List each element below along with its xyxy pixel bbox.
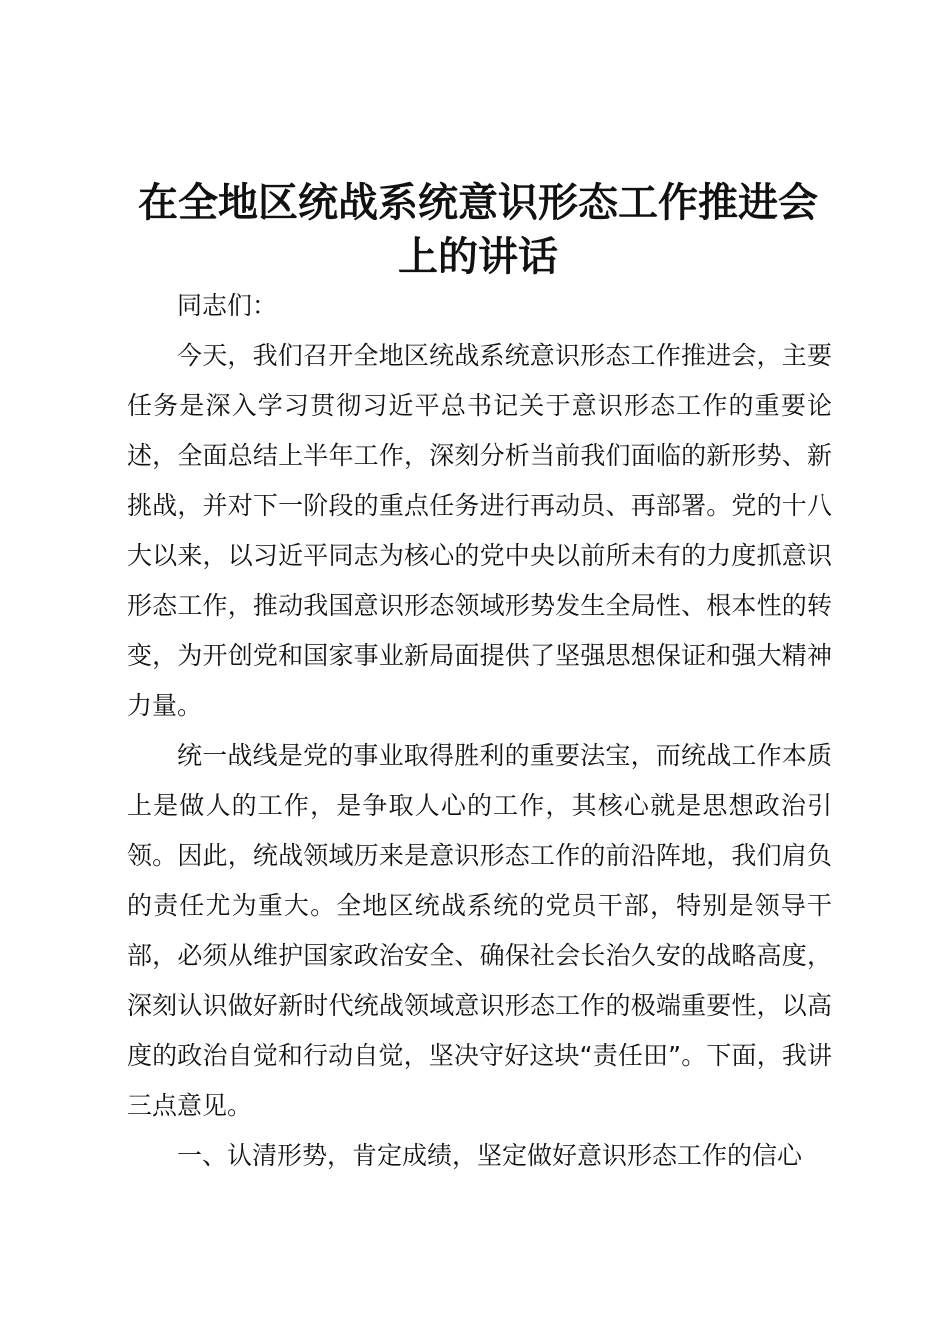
- section-heading-1: 一、认清形势，肯定成绩，坚定做好意识形态工作的信心: [177, 1141, 803, 1170]
- document-body: [127, 281, 832, 1181]
- paragraph-united-front: 统一战线是党的事业取得胜利的重要法宝，而统战工作本质上是做人的工作，是争取人心的工作，其核心就是思想政治引领。因此，统战领域历来是意识形态工作的前沿阵地，我们肩负的责任尤为重大。全地区统战系统的党员干部，特别是领导干部，必须从维护国家政治安全、确保社会长治久安的战略高度，深刻认识做好新时代统战领域意识形态工作的极端重要性，以高度的政治自觉和行动自觉，坚决守好这块“责任田”。下面，我讲三点意见。: [127, 741, 832, 1120]
- salutation: 同志们：: [177, 291, 278, 320]
- document-title: [118, 176, 838, 284]
- paragraph-intro: 今天，我们召开全地区统战系统意识形态工作推进会，主要任务是深入学习贯彻习近平总书记关于意识形态工作的重要论述，全面总结上半年工作，深刻分析当前我们面临的新形势、新挑战，并对下一阶段的重点任务进行再动员、再部署。党的十八大以来，以习近平同志为核心的党中央以前所未有的力度抓意识形态工作，推动我国意识形态领域形势发生全局性、根本性的转变，为开创党和国家事业新局面提供了坚强思想保证和强大精神力量。: [127, 341, 832, 720]
- title-line-2: 上的讲话: [398, 234, 558, 280]
- title-line-1: 在全地区统战系统意识形态工作推进会: [138, 180, 818, 226]
